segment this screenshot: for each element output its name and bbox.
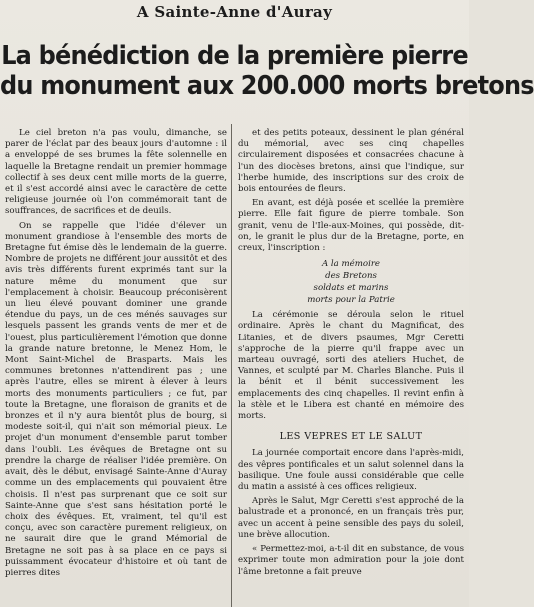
paragraph: et des petits poteaux, dessinent le plan général du mémorial, avec ses cinq chapelles circulairement disposées et consacrées chacune à l'un des diocèses bretons, ainsi que l'indique, sur l'herbe humide, des inscriptions sur des croix de bois entourées de fleurs. [238,128,464,195]
article-kicker: A Sainte-Anne d'Auray [136,3,333,21]
inscription-line: soldats et marins [313,283,389,294]
column-divider [231,124,232,607]
headline-line-2: du monument aux 200.000 morts bretons [0,70,534,101]
inscription-line: A la mémoire [321,259,381,270]
paragraph: Le ciel breton n'a pas voulu, dimanche, se parer de l'éclat par des beaux jours d'automne : il a enveloppé de ses brumes la fête solennelle en laquelle la Bretagne rendait un premier hommage collectif à ses deux cent mille morts de la guerre, et il s'est accordé ainsi avec le caractère de cette religieuse journée où l'on commémorait tant de souffrances, de sacrifices et de deuils. [5,128,227,217]
headline-line-1: La bénédiction de la première pierre [1,40,468,71]
inscription-line: des Bretons [325,271,377,282]
left-column [5,128,227,607]
inscription-line: morts pour la Patrie [307,295,395,306]
article-headline [0,40,534,101]
paragraph: On se rappelle que l'idée d'élever un monument grandiose à l'ensemble des morts de Bretagne fut émise dès le lendemain de la guerre. Nombre de projets ne différent jour aussitôt et des avis très différents furent exprimés tant sur la nature même du monument que sur l'emplacement à choisir. Beaucoup préconisèrent un lieu élevé pouvant dominer une grande étendue du pays, un de ces ménés sauvages sur lesquels passent les grands vents de mer et de l'ouest, plus particulièrement l'émotion que donne la grande nature bretonne, le Menez Hom, le Mont Saint-Michel de Brasparts. Mais les communes bretonnes n'attendirent pas ; une après l'autre, elles se mirent à élever à leurs morts des monuments particuliers ; ce fut, par toute la Bretagne, une floraison de granits et de bronzes et il n'y aura bientôt plus de bourg, si modeste soit-il, qui n'ait son mémorial pieux. Le projet d'un monument d'ensemble parut tomber dans l'oubli. Les évêques de Bretagne ont su prendre la charge de réaliser l'idée première. On avait, dès le début, envisagé Sainte-Anne d'Auray comme un des emplacements qui pouvaient être choisis. Il n'est pas surprenant que ce soit sur Sainte-Anne que s'est sans hésitation porté le choix des évêques. Et, vraiment, tel qu'il est conçu, avec son caractère purement religieux, on ne saurait dire que le grand Mémorial de Bretagne ne soit pas à sa place en ce pays si puissamment évocateur d'histoire et où tant de pierres dites [5,220,227,578]
paragraph: En avant, est déjà posée et scellée la première pierre. Elle fait figure de pierre tombale. Son granit, venu de l'Ile-aux-Moines, qui possède, dit-on, le granit le plus dur de la Bretagne, porte, en creux, l'inscription : [238,198,464,254]
right-column [238,128,464,607]
stone-inscription [238,258,464,306]
paragraph: La cérémonie se déroula selon le rituel ordinaire. Après le chant du Magnificat, des Litanies, et de divers psaumes, Mgr Ceretti s'approche de la pierre qu'il frappe avec un marteau ouvragé, sorti des ateliers Huchet, de Vannes, et sculpté par M. Charles Blanche. Puis il la bénit et il bénit successivement les emplacements des cinq chapelles. Il revint enfin à la stèle et le Libera est chanté en mémoire des morts. [238,310,464,422]
section-subheading: LES VEPRES ET LE SALUT [279,431,423,443]
paragraph: La journée comportait encore dans l'après-midi, des vêpres pontificales et un salut solennel dans la basilique. Une foule aussi considérable que celle du matin a assisté à ces offices religieux. [238,448,464,493]
paragraph: « Permettez-moi, a-t-il dit en substance, de vous exprimer toute mon admiration pour la joie dont l'âme bretonne a fait preuve [238,544,464,577]
paragraph: Après le Salut, Mgr Ceretti s'est approché de la balustrade et a prononcé, en un français très pur, avec un accent à peine sensible des pays du soleil, une brève allocution. [238,496,464,540]
